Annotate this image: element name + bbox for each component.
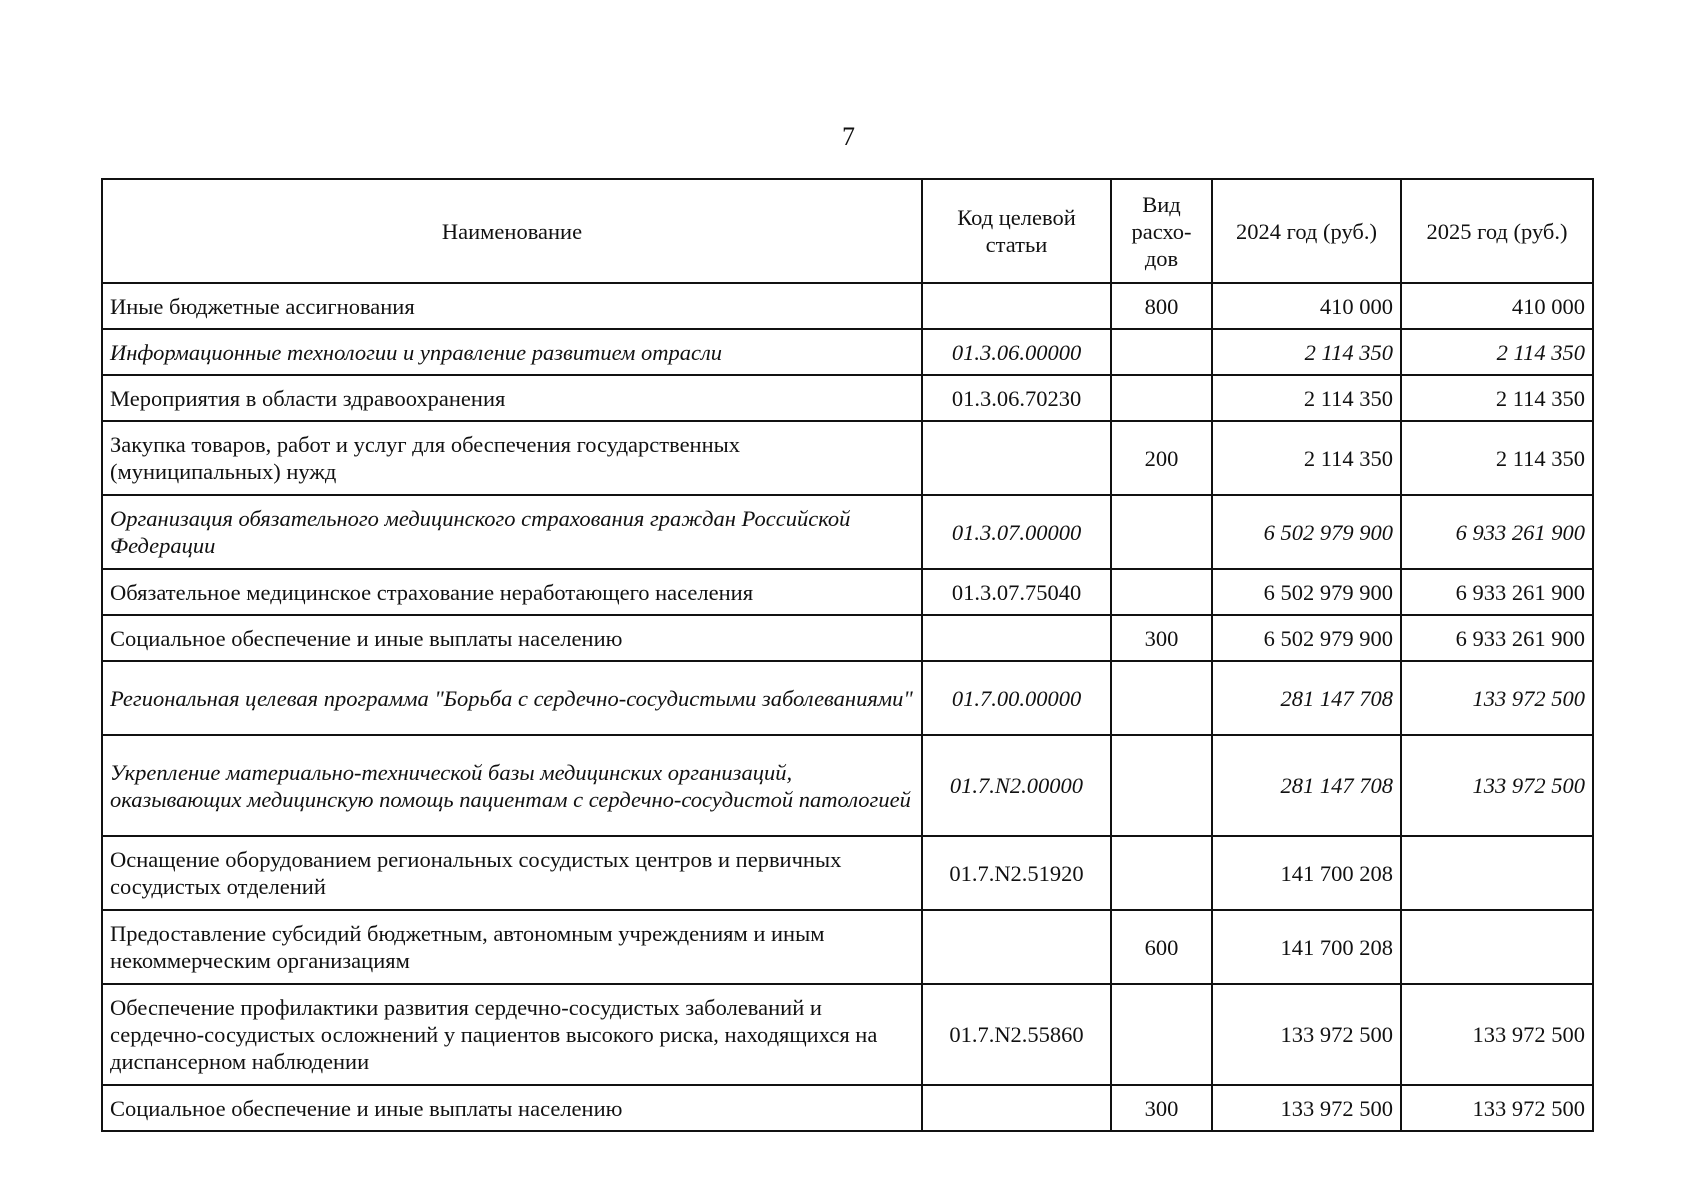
table-row <box>102 615 1593 661</box>
cell-2024: 6 502 979 900 <box>1212 615 1401 661</box>
cell-2024: 2 114 350 <box>1212 421 1401 495</box>
cell-2024: 281 147 708 <box>1212 735 1401 836</box>
header-2025: 2025 год (руб.) <box>1401 179 1593 283</box>
table-row <box>102 569 1593 615</box>
cell-name: Мероприятия в области здравоохранения <box>102 375 922 421</box>
table-row <box>102 984 1593 1085</box>
cell-code <box>922 421 1111 495</box>
cell-kind: 800 <box>1111 283 1212 329</box>
table-header-row <box>102 179 1593 283</box>
cell-2025: 410 000 <box>1401 283 1593 329</box>
table-row <box>102 329 1593 375</box>
cell-kind: 200 <box>1111 421 1212 495</box>
cell-2025: 6 933 261 900 <box>1401 615 1593 661</box>
cell-name: Обязательное медицинское страхование неработающего населения <box>102 569 922 615</box>
cell-2025 <box>1401 910 1593 984</box>
table-row <box>102 910 1593 984</box>
cell-code: 01.3.07.00000 <box>922 495 1111 569</box>
header-name: Наименование <box>102 179 922 283</box>
cell-2024: 141 700 208 <box>1212 836 1401 910</box>
cell-code: 01.3.06.70230 <box>922 375 1111 421</box>
cell-2024: 133 972 500 <box>1212 984 1401 1085</box>
table-row <box>102 1085 1593 1131</box>
table-row <box>102 661 1593 735</box>
cell-2025: 133 972 500 <box>1401 984 1593 1085</box>
cell-name: Обеспечение профилактики развития сердечно-сосудистых заболеваний и сердечно-сосудистых осложнений у пациентов высокого риска, находящихся на диспансерном наблюдении <box>102 984 922 1085</box>
cell-code <box>922 283 1111 329</box>
cell-name: Укрепление материально-технической базы медицинских организаций, оказывающих медицинскую помощь пациентам с сердечно-сосудистой патологией <box>102 735 922 836</box>
page-number: 7 <box>842 122 855 151</box>
cell-kind <box>1111 375 1212 421</box>
cell-2025 <box>1401 836 1593 910</box>
cell-2024: 2 114 350 <box>1212 375 1401 421</box>
cell-code: 01.3.07.75040 <box>922 569 1111 615</box>
table-row <box>102 495 1593 569</box>
cell-2024: 410 000 <box>1212 283 1401 329</box>
table-row <box>102 375 1593 421</box>
cell-code: 01.7.N2.51920 <box>922 836 1111 910</box>
table-row <box>102 421 1593 495</box>
cell-code <box>922 910 1111 984</box>
cell-2025: 133 972 500 <box>1401 661 1593 735</box>
cell-kind <box>1111 329 1212 375</box>
cell-2024: 133 972 500 <box>1212 1085 1401 1131</box>
header-2024: 2024 год (руб.) <box>1212 179 1401 283</box>
cell-kind <box>1111 569 1212 615</box>
table-row <box>102 836 1593 910</box>
cell-code <box>922 615 1111 661</box>
cell-kind <box>1111 735 1212 836</box>
cell-kind: 600 <box>1111 910 1212 984</box>
cell-name: Региональная целевая программа "Борьба с сердечно-сосудистыми заболеваниями" <box>102 661 922 735</box>
header-code: Код целевой статьи <box>922 179 1111 283</box>
cell-code: 01.7.N2.55860 <box>922 984 1111 1085</box>
cell-2025: 2 114 350 <box>1401 421 1593 495</box>
cell-2024: 2 114 350 <box>1212 329 1401 375</box>
cell-2025: 6 933 261 900 <box>1401 569 1593 615</box>
cell-2025: 133 972 500 <box>1401 735 1593 836</box>
cell-2024: 281 147 708 <box>1212 661 1401 735</box>
cell-2025: 2 114 350 <box>1401 329 1593 375</box>
cell-code: 01.7.00.00000 <box>922 661 1111 735</box>
table-row <box>102 735 1593 836</box>
cell-code: 01.3.06.00000 <box>922 329 1111 375</box>
cell-name: Информационные технологии и управление развитием отрасли <box>102 329 922 375</box>
cell-name: Предоставление субсидий бюджетным, автономным учреждениям и иным некоммерческим организациям <box>102 910 922 984</box>
cell-2024: 6 502 979 900 <box>1212 569 1401 615</box>
cell-name: Организация обязательного медицинского страхования граждан Российской Федерации <box>102 495 922 569</box>
cell-2025: 2 114 350 <box>1401 375 1593 421</box>
cell-code: 01.7.N2.00000 <box>922 735 1111 836</box>
cell-kind: 300 <box>1111 615 1212 661</box>
cell-kind <box>1111 495 1212 569</box>
table-body <box>102 283 1593 1131</box>
cell-name: Социальное обеспечение и иные выплаты населению <box>102 1085 922 1131</box>
cell-kind: 300 <box>1111 1085 1212 1131</box>
cell-name: Социальное обеспечение и иные выплаты населению <box>102 615 922 661</box>
cell-2025: 6 933 261 900 <box>1401 495 1593 569</box>
cell-2024: 141 700 208 <box>1212 910 1401 984</box>
budget-table <box>101 178 1594 1132</box>
cell-kind <box>1111 836 1212 910</box>
table-row <box>102 283 1593 329</box>
cell-name: Оснащение оборудованием региональных сосудистых центров и первичных сосудистых отделений <box>102 836 922 910</box>
cell-kind <box>1111 661 1212 735</box>
cell-name: Иные бюджетные ассигнования <box>102 283 922 329</box>
cell-code <box>922 1085 1111 1131</box>
cell-2024: 6 502 979 900 <box>1212 495 1401 569</box>
header-kind: Вид расхо-дов <box>1111 179 1212 283</box>
cell-kind <box>1111 984 1212 1085</box>
cell-2025: 133 972 500 <box>1401 1085 1593 1131</box>
cell-name: Закупка товаров, работ и услуг для обеспечения государственных (муниципальных) нужд <box>102 421 922 495</box>
